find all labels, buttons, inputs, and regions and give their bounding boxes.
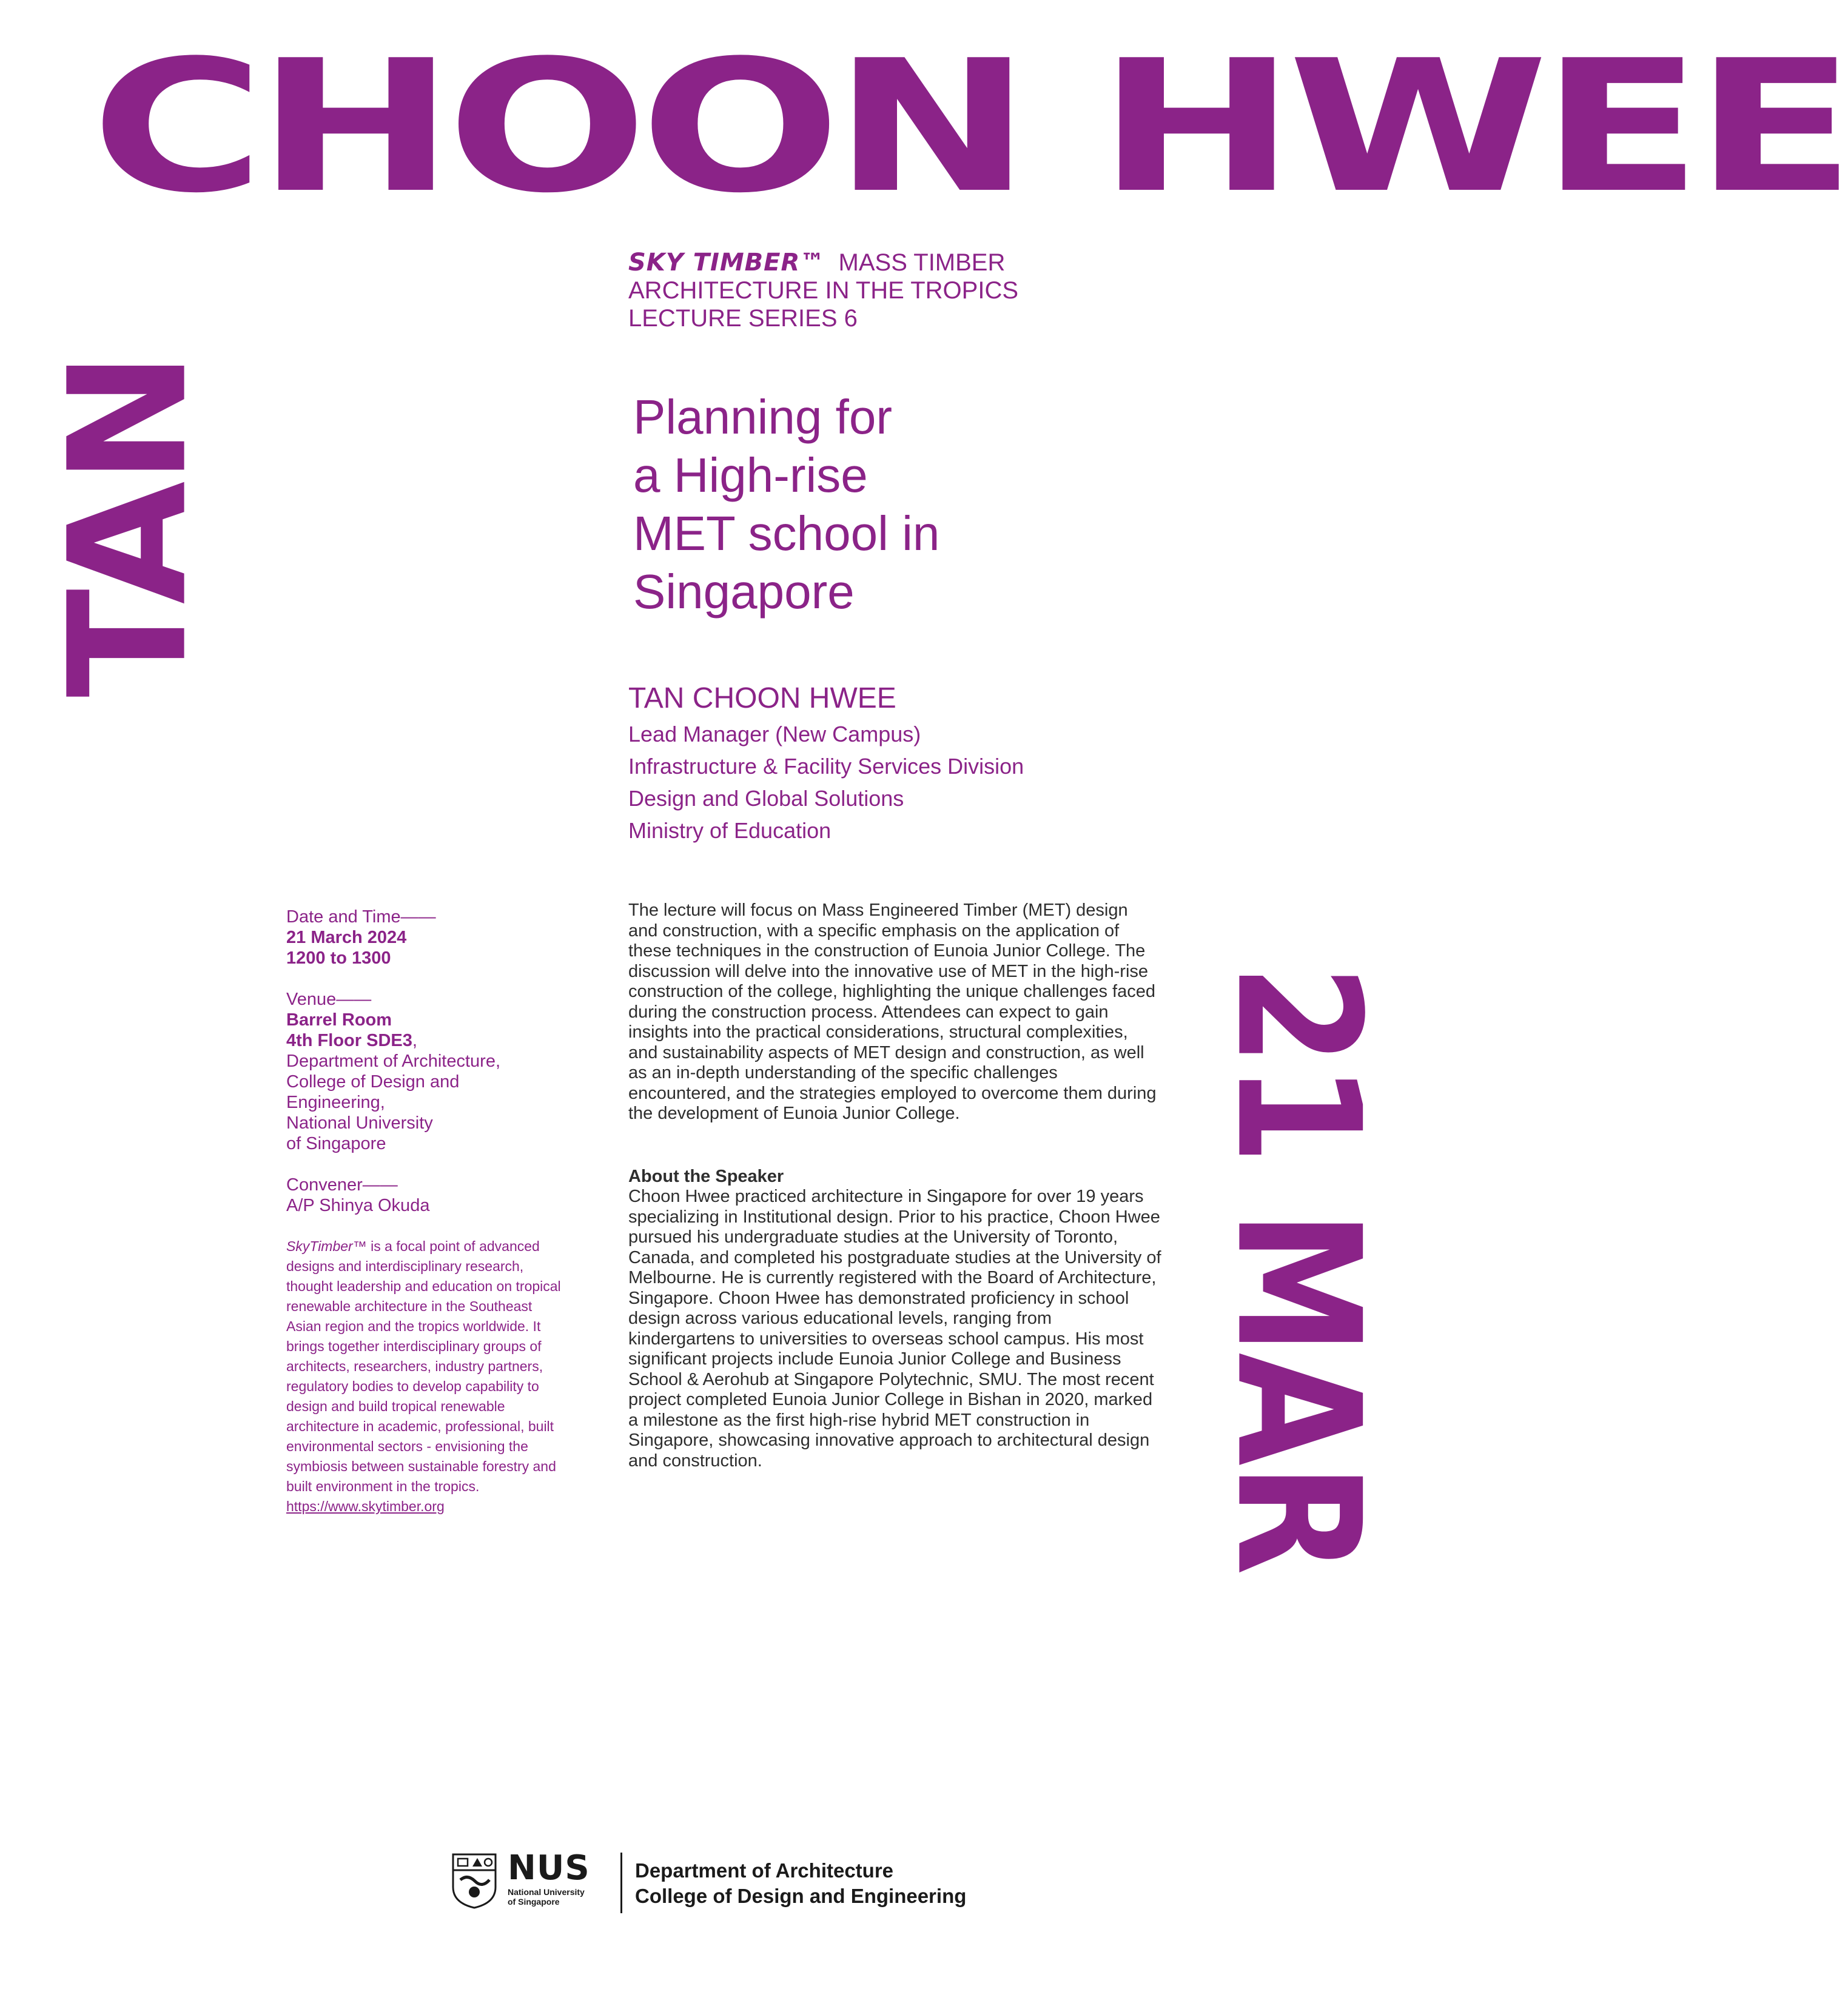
speaker-organisation: Ministry of Education — [628, 818, 832, 843]
event-details — [286, 907, 565, 1517]
title-line: Planning for — [633, 390, 892, 444]
nus-logo-word: NUS — [508, 1848, 590, 1888]
speaker-department: Design and Global Solutions — [628, 786, 904, 811]
series-header — [628, 249, 1018, 332]
footer — [452, 1850, 998, 1916]
surname-text: TAN — [35, 354, 223, 697]
date-label: Date and Time—— — [286, 907, 436, 927]
convener-group — [286, 1175, 565, 1216]
footer-divider — [620, 1853, 622, 1913]
event-time: 1200 to 1300 — [286, 948, 391, 968]
skytimber-brand: SkyTimber — [286, 1238, 353, 1254]
about-speaker-text: Choon Hwee practiced architecture in Singapore for over 19 years specializing in Institutional design. Prior to his practice, Choon Hwee pursued his undergraduate studies at the University of Toronto, Canada, and completed his postgraduate studies at the University of Melbourne. He is currently registered with the Board of Architecture, Singapore. Choon Hwee has demonstrated proficiency in school design across various educational levels, ranging from kindergartens to universities to overseas school campus. His most significant projects include Eunoia Junior College and Business School & Aerohub at Singapore Polytechnic, SMU. The most recent project completed Eunoia Junior College in Bishan in 2020, marked a milestone as the first high-rise hybrid MET construction in Singapore, showcasing innovative approach to architectural design and construction. — [628, 1187, 1161, 1471]
date-time-group — [286, 907, 565, 968]
venue-line: of Singapore — [286, 1134, 386, 1153]
speaker-role: Lead Manager (New Campus) — [628, 722, 921, 746]
title-line: MET school in — [633, 506, 940, 560]
lecture-abstract: The lecture will focus on Mass Engineered Timber (MET) design and construction, with a specific emphasis on the application of these techniques in the construction of Eunoia Junior College. The discussion will delve into the innovative use of MET in the high-rise construction of the college, highlighting the unique challenges faced during the construction process. Attendees can expect to gain insights into the practical considerations, structural complexities, and sustainability aspects of MET design and construction, as well as an in-depth understanding of the specific challenges encountered, and the strategies employed to overcome them during the development of Eunoia Junior College. — [628, 901, 1157, 1123]
speaker-division: Infrastructure & Facility Services Division — [628, 754, 1024, 779]
title-line: a High-rise — [633, 448, 868, 502]
venue-floor: 4th Floor SDE3 — [286, 1031, 412, 1050]
trademark: ™ — [800, 249, 825, 277]
venue-line: Department of Architecture, — [286, 1052, 500, 1071]
department-line: Department of Architecture — [635, 1859, 894, 1882]
venue-line: Engineering, — [286, 1093, 385, 1112]
series-line-3: LECTURE SERIES 6 — [628, 305, 858, 332]
skytimber-link[interactable]: https://www.skytimber.org — [286, 1498, 445, 1514]
venue-group: Venue—— Barrel Room 4th Floor SDE3, Department of Architecture, College of Design and Engineering, National University of Singapore — [286, 989, 565, 1154]
speaker-name: TAN CHOON HWEE — [628, 682, 896, 714]
skytimber-tm: ™ — [352, 1238, 367, 1254]
headline-date-vertical — [1199, 964, 1397, 1837]
title-line: Singapore — [633, 565, 855, 619]
college-line: College of Design and Engineering — [635, 1885, 967, 1907]
headline-name: CHOON HWEE — [91, 21, 1848, 233]
convener-name: A/P Shinya Okuda — [286, 1196, 430, 1215]
headline-surname-vertical — [35, 261, 291, 697]
lecture-abstract-column — [628, 901, 1162, 1471]
series-line-1-rest: MASS TIMBER — [825, 249, 1006, 276]
lecture-title — [633, 388, 1179, 621]
skytimber-description: is a focal point of advanced designs and interdisciplinary research, thought leadership and education on tropical renewable architecture in the Southeast Asian region and the tropics worldwide. It brings together interdisciplinary groups of architects, researchers, industry partners, regulatory bodies to develop capability to design and build tropical renewable architecture in academic, professional, built environmental sectors - envisioning the symbiosis between sustainable forestry and built environment in the tropics. — [286, 1238, 561, 1494]
series-line-2: ARCHITECTURE IN THE TROPICS — [628, 277, 1019, 304]
department-name — [635, 1858, 966, 1909]
convener-label: Convener—— — [286, 1175, 398, 1195]
series-line-1 — [628, 249, 1018, 277]
nus-logo-subtitle — [508, 1887, 585, 1907]
sky-timber-brand: SKY TIMBER — [628, 249, 801, 277]
venue-label: Venue—— — [286, 990, 372, 1009]
event-date: 21 March 2024 — [286, 928, 407, 947]
nus-subtitle-line: National University — [508, 1887, 585, 1897]
about-speaker-heading: About the Speaker — [628, 1166, 784, 1186]
date-text: 21 MAR — [1199, 964, 1397, 1573]
venue-line: College of Design and — [286, 1072, 460, 1092]
nus-crest-icon — [452, 1853, 497, 1909]
speaker-block — [628, 679, 1024, 847]
venue-line: National University — [286, 1113, 433, 1133]
about-skytimber — [286, 1236, 565, 1517]
venue-room: Barrel Room — [286, 1010, 392, 1030]
nus-subtitle-line: of Singapore — [508, 1897, 560, 1907]
